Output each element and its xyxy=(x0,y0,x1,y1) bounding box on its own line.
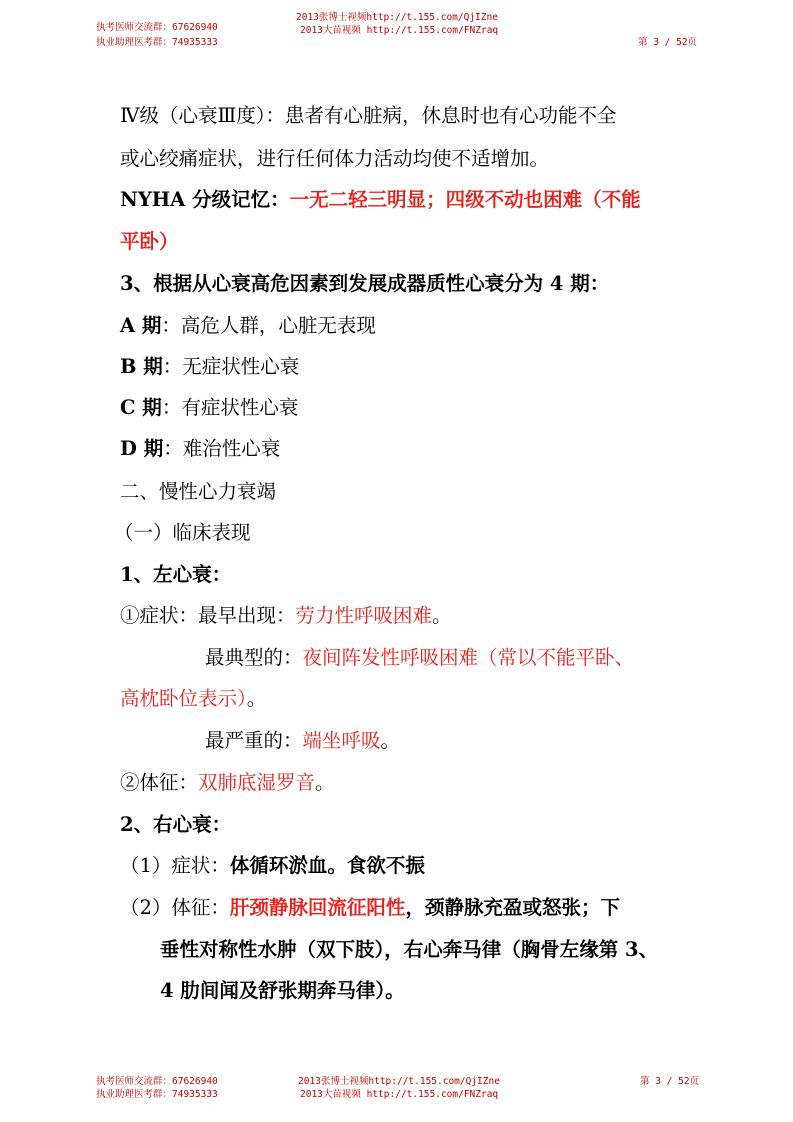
symptom-severe-value: 端坐呼吸 xyxy=(302,729,381,752)
sign-left-value: 双肺底湿罗音 xyxy=(198,771,316,794)
right-symptom xyxy=(120,853,425,879)
heading-right-hf: 2、右心衰： xyxy=(120,813,232,836)
stage-a-label: A 期 xyxy=(120,314,162,337)
footer-page-number: 第 3 / 52页 xyxy=(640,1076,700,1087)
heading-left-hf: 1、左心衰： xyxy=(120,563,232,586)
header-video-link-1[interactable]: 2013张博士视频http://t.155.com/QjIZne xyxy=(296,12,498,23)
symptom-severe-label: 最严重的： xyxy=(205,729,303,752)
nyha-memory-text-cont: 平卧） xyxy=(120,230,179,253)
stage-c-desc: ：有症状性心衰 xyxy=(161,396,299,419)
stage-a-desc: ：高危人群，心脏无表现 xyxy=(161,314,376,337)
stage-b xyxy=(120,354,299,380)
header-page-number: 第 3 / 52页 xyxy=(638,37,698,48)
stage-d-label: D 期 xyxy=(120,437,164,460)
right-sign-value-red: 肝颈静脉回流征阳性 xyxy=(229,896,406,919)
symptom-earliest xyxy=(120,603,452,629)
right-sign-cont2: 4 肋间闻及舒张期奔马律）。 xyxy=(160,979,405,1002)
header-video-link-2[interactable]: 2013大苗视频 http://t.155.com/FNZraq xyxy=(300,25,499,36)
symptom-typical-value: 夜间阵发性呼吸困难（常以不能平卧、 xyxy=(302,646,635,669)
right-sign-label: （2）体征： xyxy=(120,896,230,919)
header-group-info-1: 执考医师交流群：67626940 xyxy=(96,22,218,33)
right-symptom-value: 体循环淤血。食欲不振 xyxy=(229,854,425,877)
footer-group-info-2: 执业助理医考群：74935333 xyxy=(96,1089,218,1100)
symptom-earliest-value: 劳力性呼吸困难 xyxy=(295,604,433,627)
period: 。 xyxy=(432,604,452,627)
section-heading-chronic-hf: 二、慢性心力衰竭 xyxy=(120,480,277,503)
stage-a xyxy=(120,313,376,339)
stage-c-label: C 期 xyxy=(120,396,162,419)
sign-left-label: ②体征： xyxy=(120,771,199,794)
stage-b-label: B 期 xyxy=(120,355,163,378)
paragraph-grade4-line1: Ⅳ级（心衰Ⅲ度）：患者有心脏病，休息时也有心功能不全 xyxy=(120,104,617,127)
header-group-info-2: 执业助理医考群：74935333 xyxy=(96,37,218,48)
period: 。 xyxy=(315,771,335,794)
heading-four-stages: 3、根据从心衰高危因素到发展成器质性心衰分为 4 期： xyxy=(120,272,610,295)
symptom-typical xyxy=(205,645,634,671)
period: 。 xyxy=(380,729,401,752)
right-sign-cont1: 垂性对称性水肿（双下肢），右心奔马律（胸骨左缘第 3、 xyxy=(160,938,659,961)
stage-c xyxy=(120,395,298,421)
stage-b-desc: ：无症状性心衰 xyxy=(162,355,300,378)
right-symptom-label: （1）症状： xyxy=(120,854,230,877)
paragraph-grade4-line2: 或心绞痛症状，进行任何体力活动均使不适增加。 xyxy=(120,147,550,170)
sign-left xyxy=(120,770,335,796)
footer-video-link-1[interactable]: 2013张博士视频http://t.155.com/QjIZne xyxy=(298,1076,500,1087)
stage-d-desc: ：难治性心衰 xyxy=(163,437,281,460)
symptom-typical-value-cont: 高枕卧位表示） xyxy=(120,687,247,710)
subsection-clinical: （一）临床表现 xyxy=(114,521,251,544)
symptom-earliest-label: ①症状：最早出现： xyxy=(120,604,296,627)
nyha-memory-text: 一无二轻三明显；四级不动也困难（不能 xyxy=(289,188,641,211)
symptom-typical-cont xyxy=(120,686,266,712)
nyha-memory-label: NYHA 分级记忆： xyxy=(120,188,290,211)
nyha-memory-line xyxy=(120,187,641,213)
period: 。 xyxy=(246,687,267,710)
stage-d xyxy=(120,436,280,462)
symptom-typical-label: 最典型的： xyxy=(205,646,303,669)
symptom-severe xyxy=(205,728,400,754)
footer-video-link-2[interactable]: 2013大苗视频 http://t.155.com/FNZraq xyxy=(300,1089,499,1100)
footer-group-info-1: 执考医师交流群：67626940 xyxy=(96,1076,218,1087)
right-sign xyxy=(120,895,620,921)
right-sign-value: ，颈静脉充盈或怒张；下 xyxy=(405,896,620,919)
